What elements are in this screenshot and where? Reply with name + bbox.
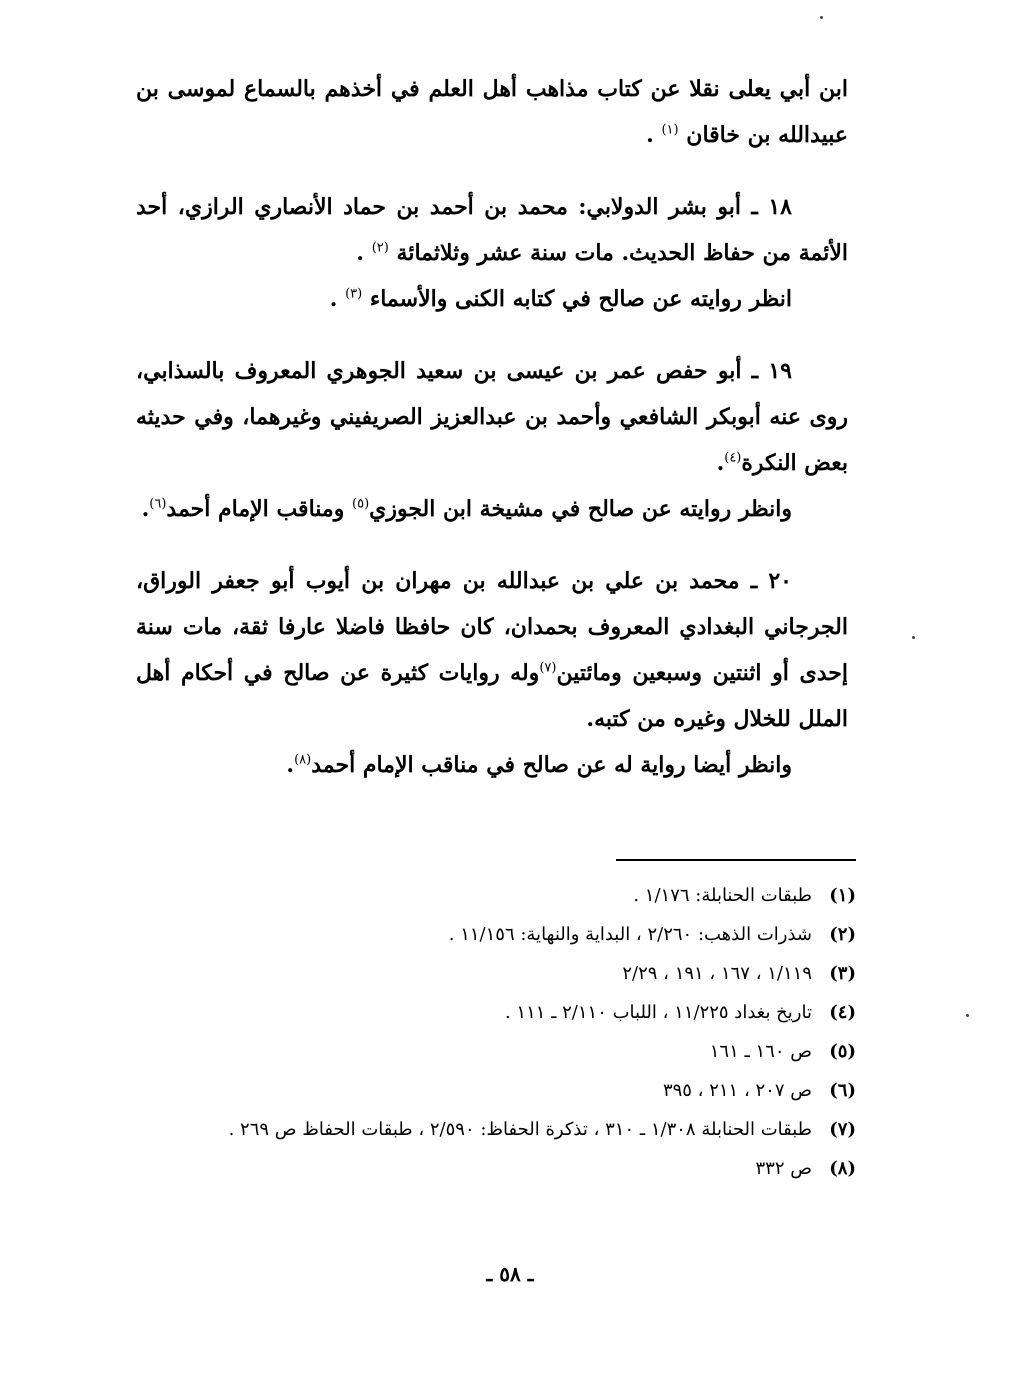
footnote-ref-3[interactable]: (٣) [345,286,363,302]
footnote-ref-6[interactable]: (٦) [149,496,167,512]
footnote-text: طبقات الحنابلة: ١/١٧٦ . [633,885,812,906]
entry-19-see-end: . [141,496,150,522]
footnote-divider [616,859,856,861]
entry-18-see-text: انظر روايته عن صالح في كتابه الكنى والأسماء [369,286,792,312]
intro-text: ابن أبي يعلى نقلا عن كتاب مذاهب أهل العلم في أخذهم بالسماع لموسى بن عبيدالله بن خاقان [136,76,848,148]
entry-20-paragraph [136,558,848,742]
footnote-number: (٨) [829,1158,856,1179]
footnote-text: ١/١١٩ ، ١٦٧ ، ١٩١ ، ٢/٢٩ [622,963,812,984]
entry-18-text: ١٨ ـ أبو بشر الدولابي: محمد بن أحمد بن حماد الأنصاري الرازي، أحد الأئمة من حفاظ الحديث. مات سنة عشر وثلاثمائة [136,194,848,266]
entry-18-see-paragraph [136,276,848,322]
intro-paragraph [136,66,848,158]
entry-18-end: . [356,240,372,266]
footnote-text: طبقات الحنابلة ١/٣٠٨ ـ ٣١٠ ، تذكرة الحفاظ: ٢/٥٩٠ ، طبقات الحفاظ ص ٢٦٩ . [228,1119,812,1140]
footnote-text: شذرات الذهب: ٢/٢٦٠ ، البداية والنهاية: ١١/١٥٦ . [448,924,812,945]
main-text-block [136,66,848,788]
scan-speck [820,16,823,19]
scan-speck [912,636,915,639]
footnote-6 [136,1071,856,1110]
footnote-number: (٧) [829,1119,856,1140]
intro-end: . [646,122,662,148]
page-number: ـ ٥٨ ـ [486,1262,534,1286]
footnote-number: (٦) [829,1080,856,1101]
entry-20-see-text: وانظر أيضا رواية له عن صالح في مناقب الإمام أحمد [311,752,792,778]
footnote-text: تاريخ بغداد ١١/٢٢٥ ، اللباب ٢/١١٠ ـ ١١١ . [504,1002,812,1023]
entry-20-text-a: ٢٠ ـ محمد بن علي بن عبدالله بن مهران بن أيوب أبو جعفر الوراق، الجرجاني البغدادي المعروف بحمدان، كان حافظا فاضلا عارفا ثقة، مات سنة إحدى أو اثنتين وسبعين ومائتين [136,568,848,686]
scan-speck [966,1014,969,1017]
footnotes-list [136,876,856,1188]
entry-20-text-b: وله روايات كثيرة عن صالح في أحكام أهل الملل للخلال وغيره من كتبه. [136,660,848,732]
entry-19-see-paragraph [136,486,848,532]
footnote-5 [136,1032,856,1071]
footnote-ref-1[interactable]: (١) [661,122,679,138]
footnote-text: ص ٣٣٢ [755,1158,812,1179]
footnote-number: (٣) [829,963,856,984]
footnote-text: ص ١٦٠ ـ ١٦١ [709,1041,812,1062]
footnote-number: (١) [829,885,856,906]
footnote-3 [136,954,856,993]
footnote-text: ص ٢٠٧ ، ٢١١ ، ٣٩٥ [662,1080,812,1101]
footnote-ref-8[interactable]: (٨) [294,752,312,768]
footnote-8 [136,1149,856,1188]
entry-19-text: ١٩ ـ أبو حفص عمر بن عيسى بن سعيد الجوهري المعروف بالسذابي، روى عنه أبوبكر الشافعي وأحمد بن عبدالعزيز الصريفيني وغيرهما، وفي حديثه بعض النكرة [136,358,849,476]
entry-19-paragraph [136,348,848,486]
entry-18-see-end: . [329,286,346,312]
footnote-number: (٢) [829,924,856,945]
footnote-ref-5[interactable]: (٥) [352,496,370,512]
footnote-2 [136,915,856,954]
footnote-ref-2[interactable]: (٢) [371,240,389,256]
entry-20-see-end: . [286,752,295,778]
footnote-4 [136,993,856,1032]
footnote-1 [136,876,856,915]
footnote-number: (٥) [829,1041,856,1062]
entry-19-end: . [716,450,725,476]
entry-19-see-text-a: وانظر روايته عن صالح في مشيخة ابن الجوزي [369,496,792,522]
entry-20-see-paragraph [136,742,848,788]
footnote-number: (٤) [829,1002,856,1023]
footnote-7 [136,1110,856,1149]
entry-19-see-text-b: ومناقب الإمام أحمد [166,496,345,522]
footnote-ref-4[interactable]: (٤) [724,450,742,466]
footnote-ref-7[interactable]: (٧) [539,660,557,676]
entry-18-paragraph [136,184,848,276]
